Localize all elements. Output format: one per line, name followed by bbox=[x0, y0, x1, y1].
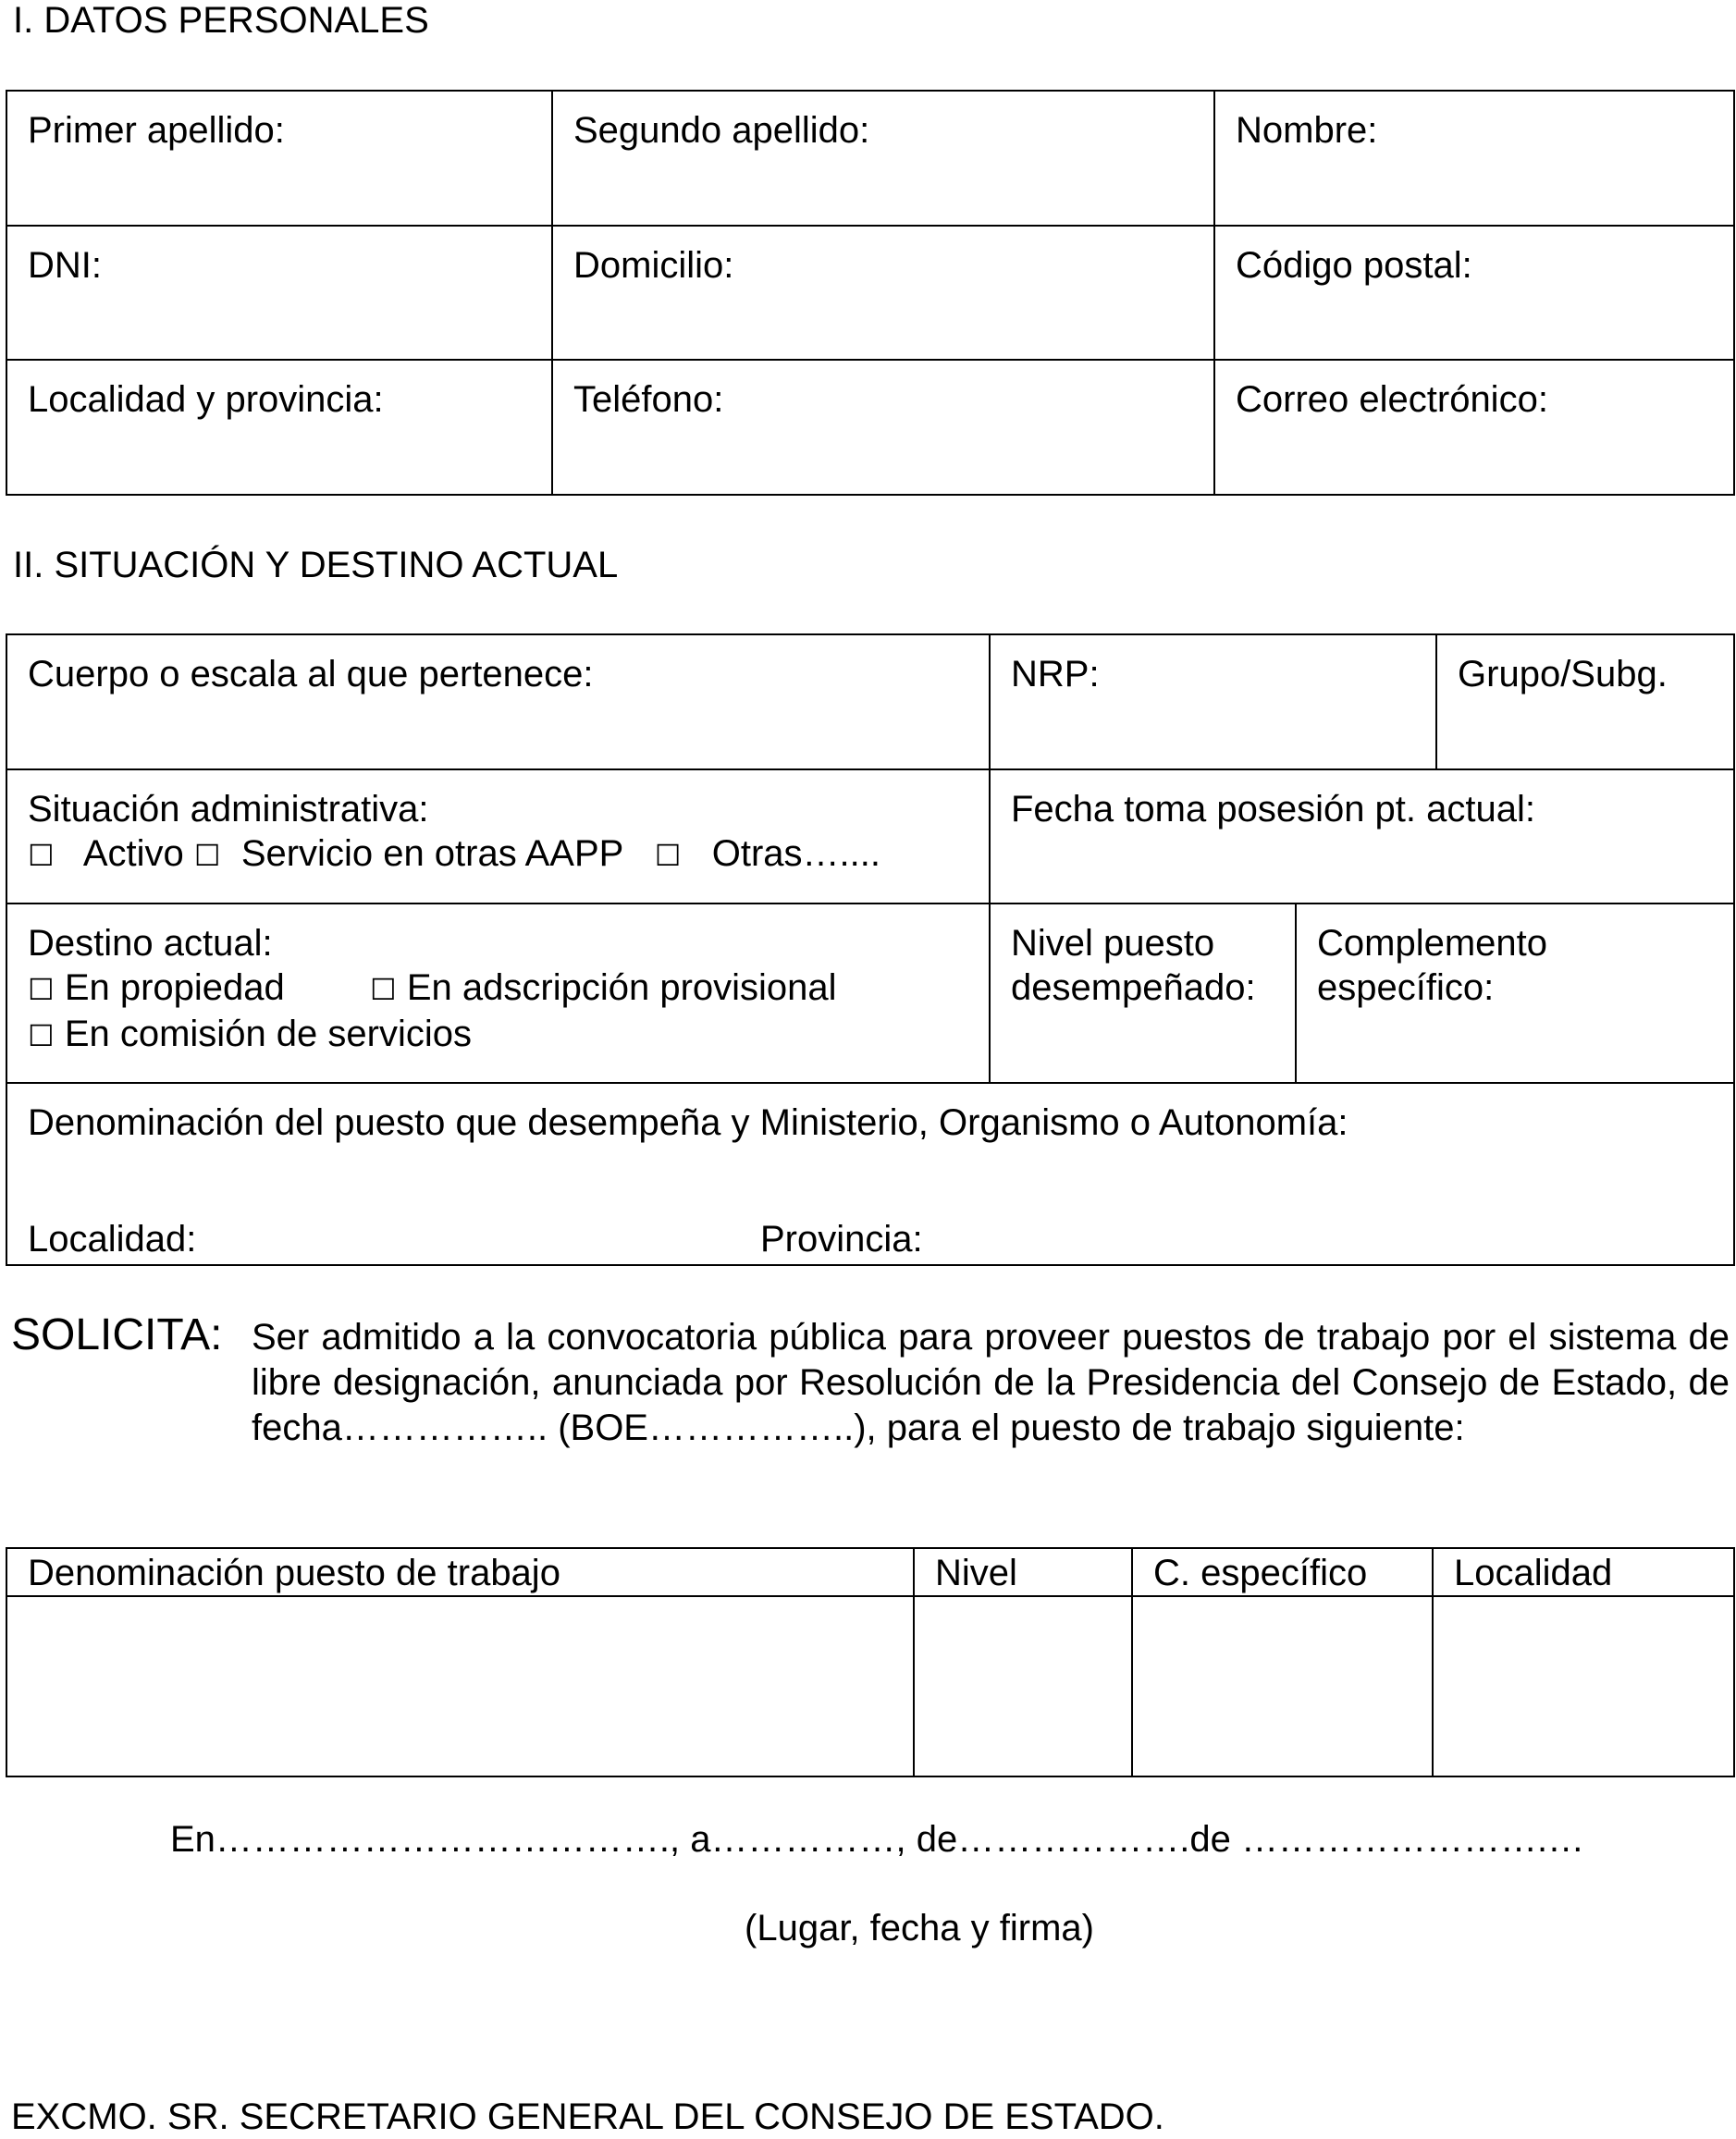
firma-line[interactable]: En………………………………., a……………, de……………….de …………………….… bbox=[170, 1819, 1585, 1860]
nivel-puesto-field[interactable] bbox=[990, 904, 1296, 1083]
codigo-postal-field[interactable] bbox=[1214, 226, 1734, 360]
destinatario: EXCMO. SR. SECRETARIO GENERAL DEL CONSEJO DE ESTADO. bbox=[11, 2096, 1164, 2137]
header-denominacion: Denominación puesto de trabajo bbox=[6, 1548, 914, 1596]
option-servicio-otras-aapp-label: Servicio en otras AAPP bbox=[240, 833, 624, 874]
personal-data-table bbox=[6, 90, 1735, 496]
segundo-apellido-label: Segundo apellido: bbox=[573, 110, 870, 151]
nivel-puesto-label-line1: Nivel puesto bbox=[1011, 923, 1215, 964]
codigo-postal-label: Código postal: bbox=[1236, 245, 1472, 286]
complemento-label-line2: específico: bbox=[1317, 967, 1495, 1008]
solicita-text: Ser admitido a la convocatoria pública para proveer puestos de trabajo por el sistema de libre designación, anunciada por Resolución de la Presidencia del Consejo de Estado, de fecha…………….. (BOE……………..), para el puesto de trabajo siguiente: bbox=[252, 1317, 1730, 1448]
primer-apellido-label: Primer apellido: bbox=[28, 110, 285, 151]
grupo-label: Grupo/Subg. bbox=[1458, 654, 1668, 695]
destino-field bbox=[6, 904, 990, 1083]
option-activo-label: Activo bbox=[82, 833, 184, 874]
option-otras-label: Otras….... bbox=[711, 833, 880, 874]
dni-field[interactable] bbox=[6, 226, 552, 360]
fecha-toma-field[interactable] bbox=[990, 769, 1734, 904]
header-localidad: Localidad bbox=[1433, 1548, 1734, 1596]
cell-localidad[interactable] bbox=[1433, 1596, 1734, 1776]
localidad-provincia-field[interactable] bbox=[6, 360, 552, 495]
cell-c-especifico[interactable] bbox=[1132, 1596, 1433, 1776]
nrp-field[interactable] bbox=[990, 634, 1436, 769]
checkbox-adscripcion-provisional[interactable]: ☐ bbox=[370, 972, 397, 1007]
nivel-puesto-label-line2: desempeñado: bbox=[1011, 967, 1256, 1008]
header-c-especifico: C. específico bbox=[1132, 1548, 1433, 1596]
solicita-label: SOLICITA: bbox=[11, 1310, 223, 1359]
puesto-table bbox=[6, 1547, 1735, 1777]
correo-field[interactable] bbox=[1214, 360, 1734, 495]
domicilio-field[interactable] bbox=[552, 226, 1214, 360]
situacion-label: Situación administrativa: bbox=[28, 789, 429, 830]
provincia-label: Provincia: bbox=[760, 1219, 923, 1260]
checkbox-servicio-otras-aapp[interactable]: ☐ bbox=[193, 838, 221, 873]
nrp-label: NRP: bbox=[1011, 654, 1100, 695]
checkbox-en-propiedad[interactable]: ☐ bbox=[28, 972, 55, 1007]
option-en-propiedad-label: En propiedad bbox=[64, 967, 285, 1008]
situation-table bbox=[6, 633, 1735, 1266]
option-adscripcion-provisional-label: En adscripción provisional bbox=[406, 967, 837, 1008]
telefono-label: Teléfono: bbox=[573, 379, 724, 420]
complemento-label-line1: Complemento bbox=[1317, 923, 1548, 964]
section-personal-data-title: I. DATOS PERSONALES bbox=[13, 0, 429, 41]
localidad-label: Localidad: bbox=[28, 1219, 197, 1260]
localidad-provincia-label: Localidad y provincia: bbox=[28, 379, 384, 420]
destino-label: Destino actual: bbox=[28, 923, 273, 964]
checkbox-otras[interactable]: ☐ bbox=[654, 838, 682, 873]
option-comision-servicios-label: En comisión de servicios bbox=[64, 1014, 472, 1054]
cell-nivel[interactable] bbox=[914, 1596, 1132, 1776]
complemento-especifico-field[interactable] bbox=[1296, 904, 1734, 1083]
telefono-field[interactable] bbox=[552, 360, 1214, 495]
nombre-label: Nombre: bbox=[1236, 110, 1378, 151]
cell-denominacion[interactable] bbox=[6, 1596, 914, 1776]
domicilio-label: Domicilio: bbox=[573, 245, 734, 286]
cuerpo-field[interactable] bbox=[6, 634, 990, 769]
denominacion-field[interactable] bbox=[6, 1083, 1734, 1265]
segundo-apellido-field[interactable] bbox=[552, 91, 1214, 226]
denominacion-label: Denominación del puesto que desempeña y Ministerio, Organismo o Autonomía: bbox=[28, 1102, 1348, 1143]
nombre-field[interactable] bbox=[1214, 91, 1734, 226]
section-situation-title: II. SITUACIÓN Y DESTINO ACTUAL bbox=[13, 545, 619, 585]
situacion-field bbox=[6, 769, 990, 904]
primer-apellido-field[interactable] bbox=[6, 91, 552, 226]
correo-label: Correo electrónico: bbox=[1236, 379, 1548, 420]
checkbox-comision-servicios[interactable]: ☐ bbox=[28, 1018, 55, 1053]
dni-label: DNI: bbox=[28, 245, 102, 286]
firma-caption: (Lugar, fecha y firma) bbox=[745, 1908, 1094, 1948]
fecha-toma-label: Fecha toma posesión pt. actual: bbox=[1011, 789, 1535, 830]
cuerpo-label: Cuerpo o escala al que pertenece: bbox=[28, 654, 594, 695]
header-nivel: Nivel bbox=[914, 1548, 1132, 1596]
grupo-field[interactable] bbox=[1436, 634, 1734, 769]
checkbox-activo[interactable]: ☐ bbox=[28, 838, 55, 873]
